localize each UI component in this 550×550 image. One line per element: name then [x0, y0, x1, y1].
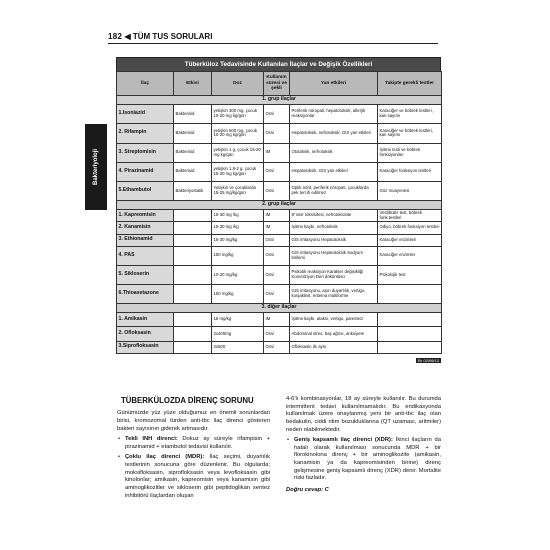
cell: Bakterisid: [174, 105, 212, 124]
group-label: 1. grup ilaçlar: [117, 96, 442, 105]
table-row: [117, 105, 442, 124]
cell: 15-30 mg/kg: [212, 234, 264, 246]
cell: Oral: [264, 181, 290, 200]
col-header: Yan etkileri: [290, 72, 378, 96]
cell: [174, 234, 212, 246]
table-row: [117, 327, 442, 341]
cell: Bakteriyostatik: [174, 181, 212, 200]
cell: yetişkin 1 g, çocuk 15-20 mg kg/gün: [212, 143, 264, 162]
cell: Oral: [264, 162, 290, 181]
cell: [378, 341, 442, 353]
table-row: [117, 222, 442, 234]
cell: GIS irritasyonu Hepatotoksik: [290, 234, 378, 246]
cell: Bakterisid: [174, 124, 212, 143]
cell: Oral: [264, 246, 290, 265]
cell: Odiyo, böbrek fonksiyon testleri: [378, 222, 442, 234]
continued-paragraph: 4-6'lı kombinasyonlar, 18 ay süreyle kullanılır. Bu durumda intermittent tedavi kullanılmamalıdır. Bu endikasyonda kullanılmak üzere onaylanmış yeni bir anti-tbc ilaç olan bedakulin, ciddi ritim bozukluklarına (QT uzaması, aritmiler) neden olabilmektedir.: [286, 396, 441, 433]
book-title: TÜM TUS SORULARI: [132, 32, 213, 41]
cell: 8' sinir toksisitesi, nefrotoksisite: [290, 210, 378, 222]
text-column-right: [286, 396, 441, 495]
cell: Oral: [264, 341, 290, 353]
bullet-text: Dokuz ay süreyle rifampisin + pirazinamid + etambutol tedavisi kullanılır.: [125, 436, 271, 450]
cell: [174, 327, 212, 341]
table-row: [117, 234, 442, 246]
cell: Abdominal stres, baş ağrısı, anksiyete: [290, 327, 378, 341]
cell: Karaciğer enzimler: [378, 246, 442, 265]
col-header: Etkisi: [174, 72, 212, 96]
drug-table: [116, 71, 442, 354]
cell: Vestibüler test, böbrek fonk.testleri: [378, 210, 442, 222]
cell: [378, 313, 442, 327]
cell: IM: [264, 222, 290, 234]
cell: Optik nörit, periferik nöropati, çocuklarda pek tercih edilmez: [290, 181, 378, 200]
bullet-heading: Çoklu ilaç direnci (MDR):: [125, 454, 205, 461]
cell: IM: [264, 313, 290, 327]
table-row: [117, 341, 442, 353]
cell: Göz muayenesi: [378, 181, 442, 200]
source-tag: Ek 02/06/13: [417, 357, 439, 363]
cell: 10-20 mg/kg: [212, 265, 264, 284]
cell: 15 mg/kg: [212, 313, 264, 327]
drug-name: 1. Kapreomisin: [117, 210, 174, 222]
cell: yetişkin 600 mg, çocuk 10-20 mg kg/gün: [212, 124, 264, 143]
cell: Psikotik reaksiyon Karakter değişikliği Konvülziyon Deri döküntüsü: [290, 265, 378, 284]
intro-paragraph: Günümüzde yüz yüze olduğumuz en önemli sorunlardan birisi, kromozomal türden anti-tbc ilaç direnci gösteren bakteri sayısının giderek artmasıdır.: [117, 410, 270, 432]
bullet-heading: Tekli INH direnci:: [125, 436, 178, 443]
group-label: 3. diğer ilaçlar: [117, 304, 442, 313]
cell: [174, 210, 212, 222]
text-column-left: [117, 396, 270, 500]
cell: Ototoksik, nefrotoksik: [290, 143, 378, 162]
table-title: Tüberküloz Tedavisinde Kullanılan İlaçlar ve Değişik Özellikleri: [116, 57, 441, 71]
cell: Bakterisid: [174, 162, 212, 181]
cell: İşitme kaybı, nefrotoksik: [290, 222, 378, 234]
cell: [174, 246, 212, 265]
chapter-side-tab: [85, 124, 107, 210]
cell: IM: [264, 210, 290, 222]
cell: Karaciğer enzimleri: [378, 234, 442, 246]
table-row: [117, 246, 442, 265]
cell: [378, 285, 442, 304]
drug-name: 4. Pirazinamid: [117, 162, 174, 181]
drug-name: 1. Amikasin: [117, 313, 174, 327]
table-row: [117, 181, 442, 200]
bullet-text: İlaç seçimi, duyarlılık testlerinin sonucuna göre düzenlenir. Bu olgularda; moksifloksasin, siprofloksasin veya levofloksasin gibi kinolonlar; amikasin, kapreomisin veya kanamisin gibi aminoglikozitler ve sikloserin gibi peptidoglikan sentez inhibitörü ilaçlardan oluşan: [125, 454, 270, 499]
drug-name: 2. Rifampin: [117, 124, 174, 143]
cell: 2x500: [212, 341, 264, 353]
cell: yetişkin 1.5-2 g, çocuk 15-30 mg kg/gün: [212, 162, 264, 181]
cell: 2x400mg: [212, 327, 264, 341]
section-title: TÜBERKÜLOZDA DİRENÇ SORUNU: [121, 396, 254, 405]
cell: İşitme kaybı, ataksi, vertigo, parestezi: [290, 313, 378, 327]
page-number: 182: [108, 32, 123, 41]
col-header: Takipte gerekli testler: [378, 72, 442, 96]
drug-name: 3.Siprofloksasin: [117, 341, 174, 353]
drug-name: 6.Thioasetazone: [117, 285, 174, 304]
tb-drug-table: [116, 57, 441, 363]
drug-name: 4. PAS: [117, 246, 174, 265]
cell: Ofloksasin ile aynı: [290, 341, 378, 353]
table-row: [117, 313, 442, 327]
cell: [174, 222, 212, 234]
arrow-left-icon: ◀: [124, 32, 131, 41]
cell: [174, 265, 212, 284]
bullet-heading: Geniş kapsamlı ilaç direnci (XDR):: [294, 437, 393, 444]
cell: [378, 327, 442, 341]
cell: GIS irritasyonu Hepatotoksik Sodyum birikimi: [290, 246, 378, 265]
cell: Oral: [264, 105, 290, 124]
table-row: [117, 210, 442, 222]
cell: yetişkin 300 mg, çocuk 10-20 mg kg/gün: [212, 105, 264, 124]
cell: [174, 313, 212, 327]
col-header: İlaç: [117, 72, 174, 96]
drug-name: 3. Ethionamid: [117, 234, 174, 246]
bullet-text: İkinci ilaçların da hatalı olarak kullanılması sonucunda MDR + bir florokinolona direnç + bir aminoglikozite (amikasin, kanamisin ya da kapreomisinden birine) direnç gelişmesine geniş kapsamlı direnç (XDR) denir. Mortalite riski fazladır.: [294, 437, 441, 482]
cell: Karaciğer ve böbrek testleri, kan sayımı: [378, 105, 442, 124]
col-header: Kullanım süresi ve şekli: [264, 72, 290, 96]
bullet-xdr: [286, 437, 441, 483]
cell: Yetişkin ve çocuklarda 15-25 mg/kg/gün: [212, 181, 264, 200]
drug-name: 3. Streptomisin: [117, 143, 174, 162]
cell: Oral: [264, 234, 290, 246]
cell: Oral: [264, 265, 290, 284]
table-row: [117, 265, 442, 284]
drug-name: 2. Kanamisin: [117, 222, 174, 234]
bullet-inh: [117, 436, 270, 451]
header-rule: [108, 43, 438, 44]
cell: IM: [264, 143, 290, 162]
drug-name: 5.Ethambutol: [117, 181, 174, 200]
cell: Bakterisid: [174, 143, 212, 162]
cell: Karaciğer fonksiyon testleri: [378, 162, 442, 181]
chapter-label: Bakteriyoloji: [93, 148, 99, 186]
bullet-mdr: [117, 454, 270, 500]
cell: Karaciğer ve böbrek testleri, kan sayımı: [378, 124, 442, 143]
group-label: 2. grup ilaçlar: [117, 201, 442, 210]
drug-name: 2. Ofloksasin: [117, 327, 174, 341]
cell: Oral: [264, 285, 290, 304]
correct-answer: Doğru cevap: C: [286, 487, 329, 494]
drug-name: 5. Sikloserin: [117, 265, 174, 284]
cell: GIS irritasyonu, aşırı duyarlılık, vertigo, konjaktivit, eritema multiforme: [290, 285, 378, 304]
page-header: [108, 32, 438, 41]
cell: Hepatotoksik, GIS yan etkileri: [290, 162, 378, 181]
cell: Psikolojik test: [378, 265, 442, 284]
cell: Oral: [264, 124, 290, 143]
table-row: [117, 124, 442, 143]
cell: İşitme testi ve böbrek fonksiyonları: [378, 143, 442, 162]
table-header-row: [117, 72, 442, 96]
cell: Oral: [264, 327, 290, 341]
cell: Periferik nöropati, hepatotoksik, allerjik reaksiyonlar: [290, 105, 378, 124]
cell: [174, 341, 212, 353]
cell: 150 mg/kg: [212, 246, 264, 265]
drug-name: 1.Isoniazid: [117, 105, 174, 124]
cell: [174, 285, 212, 304]
table-row: [117, 143, 442, 162]
cell: 150 mg/kg: [212, 285, 264, 304]
col-header: Doz: [212, 72, 264, 96]
table-row: [117, 162, 442, 181]
cell: Hepatotoksik, nefrotoksik, GIS yan etkileri: [290, 124, 378, 143]
table-row: [117, 285, 442, 304]
cell: 15-30 mg /kg: [212, 222, 264, 234]
cell: 15-30 mg /kg: [212, 210, 264, 222]
